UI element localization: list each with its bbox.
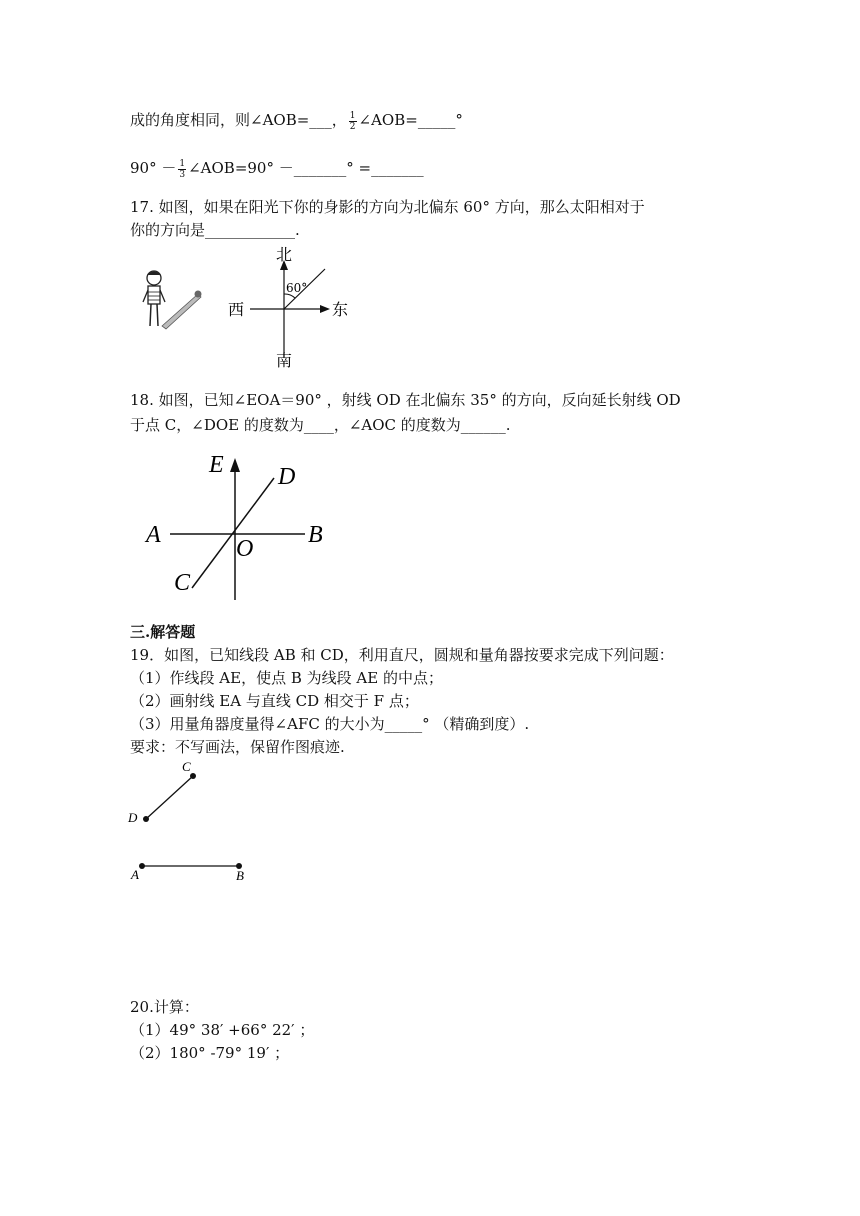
compass-south: 南	[276, 351, 293, 370]
point-label-b: B	[308, 522, 323, 548]
point-label-c: C	[182, 759, 191, 774]
q19-requirement: 要求：不写画法，保留作图痕迹.	[130, 738, 345, 756]
fraction-denominator: 2	[349, 121, 356, 132]
fraction-numerator: 1	[349, 110, 356, 121]
q16-line-1	[130, 110, 463, 132]
q16-line-1-text-b: ∠AOB=_____°	[358, 111, 463, 129]
compass-east: 东	[332, 300, 349, 319]
compass-west: 西	[228, 300, 245, 319]
person-with-shadow-icon	[138, 268, 208, 334]
q19-item-3: （3）用量角器度量得∠AFC 的大小为_____° （精确到度）.	[130, 715, 530, 733]
point-label-a: A	[146, 522, 161, 548]
angle-label-60: 60°	[286, 281, 308, 295]
compass-north: 北	[276, 245, 293, 264]
q17-line-1: 17. 如图，如果在阳光下你的身影的方向为北偏东 60° 方向，那么太阳相对于	[130, 198, 645, 216]
point-label-e: E	[209, 452, 224, 478]
q16-line-2-text-a: 90° －	[130, 159, 177, 177]
q16-line-2	[130, 158, 424, 180]
q20-item-1: （1）49° 38′ +66° 22′ ；	[130, 1021, 315, 1039]
q19-line-1: 19．如图，已知线段 AB 和 CD，利用直尺，圆规和量角器按要求完成下列问题：	[130, 646, 674, 664]
q16-line-1-text-a: 成的角度相同，则∠AOB=___，	[130, 111, 347, 129]
angle-figure-eoa	[140, 448, 340, 606]
q16-line-2-text-b: ∠AOB=90° －_______° =_______	[188, 159, 424, 177]
q17-line-2: 你的方向是____________.	[130, 221, 300, 239]
fraction-numerator: 1	[179, 158, 186, 169]
compass-figure	[226, 242, 356, 370]
fraction-one-half	[349, 111, 357, 132]
q18-line-1: 18. 如图，已知∠EOA＝90° ，射线 OD 在北偏东 35° 的方向，反向延长射线 OD	[130, 391, 681, 409]
point-label-d: D	[278, 464, 296, 490]
fraction-one-third	[178, 159, 186, 180]
q20-item-2: （2）180° -79° 19′ ；	[130, 1044, 290, 1062]
section-title: 三.解答题	[130, 623, 196, 641]
point-label-a: A	[131, 867, 139, 882]
segments-figure	[126, 756, 266, 886]
q20-title: 20.计算：	[130, 998, 199, 1016]
q19-item-1: （1）作线段 AE，使点 B 为线段 AE 的中点；	[130, 669, 443, 687]
q19-item-2: （2）画射线 EA 与直线 CD 相交于 F 点；	[130, 692, 419, 710]
point-label-c: C	[174, 570, 191, 596]
q18-line-2: 于点 C，∠DOE 的度数为____，∠AOC 的度数为______.	[130, 416, 511, 434]
point-label-b: B	[236, 868, 244, 883]
point-label-d: D	[128, 810, 138, 825]
point-label-o: O	[236, 536, 254, 562]
fraction-denominator: 3	[179, 169, 186, 180]
